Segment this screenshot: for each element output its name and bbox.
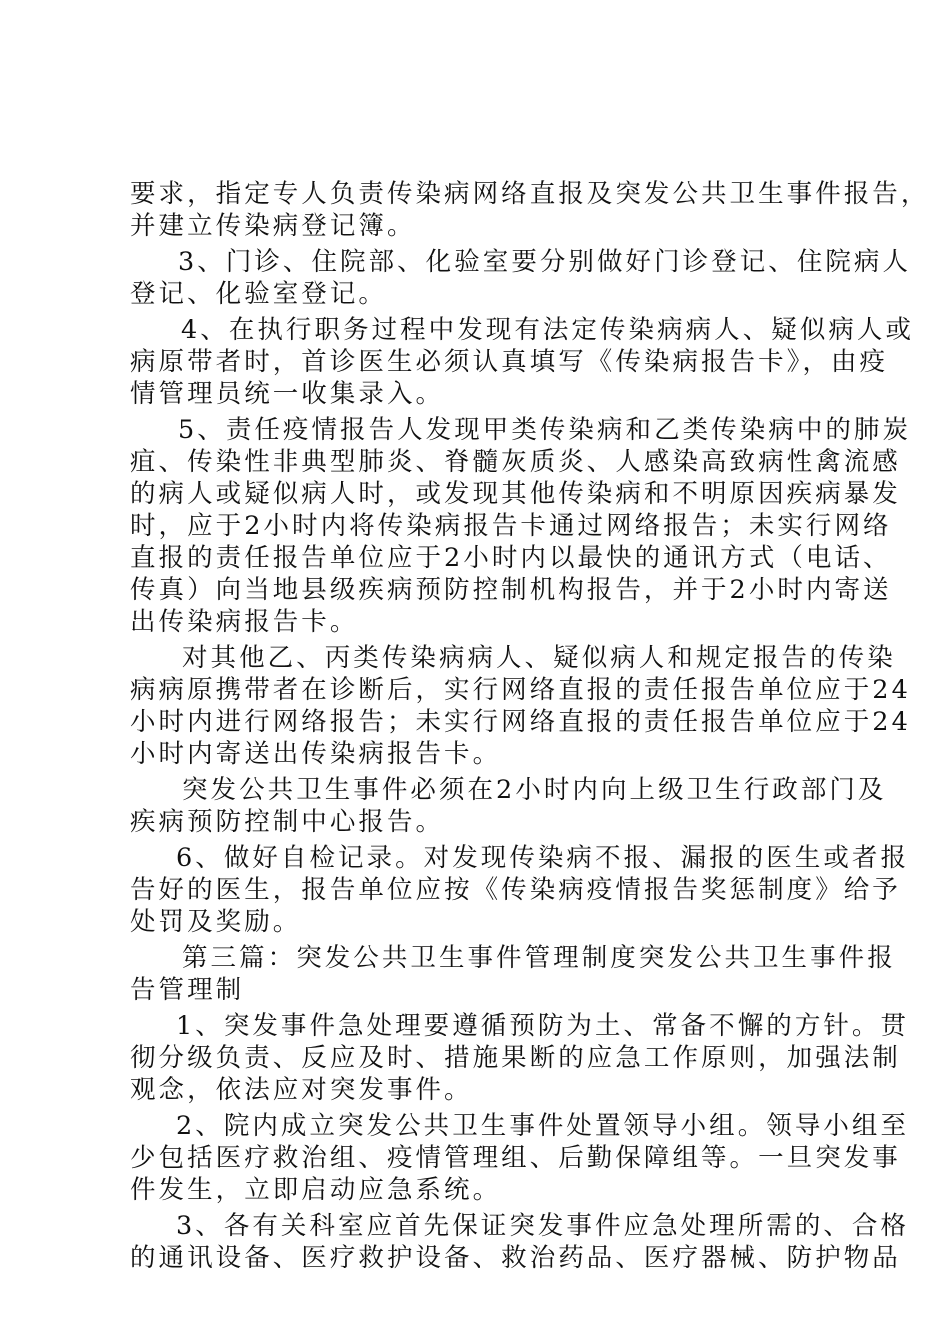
text-line: 小时内进行网络报告；未实行网络直报的责任报告单位应于24 bbox=[130, 707, 911, 737]
text-line: 疽、传染性非典型肺炎、脊髓灰质炎、人感染高致病性禽流感 bbox=[130, 447, 901, 477]
text-line: 情管理员统一收集录入。 bbox=[130, 379, 445, 409]
section-heading: 告管理制 bbox=[130, 975, 245, 1005]
text-line: 少包括医疗救治组、疫情管理组、后勤保障组等。一旦突发事 bbox=[130, 1143, 901, 1173]
text-line: 并建立传染病登记簿。 bbox=[130, 211, 416, 241]
section-heading: 第三篇：突发公共卫生事件管理制度突发公共卫生事件报 bbox=[182, 943, 896, 973]
text-line: 传真）向当地县级疾病预防控制机构报告，并于2小时内寄送 bbox=[130, 575, 892, 605]
text-line: 病病原携带者在诊断后，实行网络直报的责任报告单位应于24 bbox=[130, 675, 911, 705]
text-line: 时，应于2小时内将传染病报告卡通过网络报告；未实行网络 bbox=[130, 511, 892, 541]
text-line: 彻分级负责、反应及时、措施果断的应急工作原则，加强法制 bbox=[130, 1043, 901, 1073]
text-line: 6、做好自检记录。对发现传染病不报、漏报的医生或者报 bbox=[176, 843, 910, 873]
text-line: 要求，指定专人负责传染病网络直报及突发公共卫生事件报告， bbox=[130, 179, 930, 209]
text-line: 疾病预防控制中心报告。 bbox=[130, 807, 445, 837]
text-line: 的病人或疑似病人时，或发现其他传染病和不明原因疾病暴发 bbox=[130, 479, 901, 509]
text-line: 告好的医生，报告单位应按《传染病疫情报告奖惩制度》给予 bbox=[130, 875, 901, 905]
text-line: 4、在执行职务过程中发现有法定传染病病人、疑似病人或 bbox=[181, 315, 915, 345]
text-line: 突发公共卫生事件必须在2小时内向上级卫生行政部门及 bbox=[182, 775, 887, 805]
text-line: 2、院内成立突发公共卫生事件处置领导小组。领导小组至 bbox=[176, 1111, 910, 1141]
text-line: 对其他乙、丙类传染病病人、疑似病人和规定报告的传染 bbox=[182, 643, 896, 673]
text-line: 处罚及奖励。 bbox=[130, 907, 302, 937]
text-line: 直报的责任报告单位应于2小时内以最快的通讯方式（电话、 bbox=[130, 543, 892, 573]
text-line: 的通讯设备、医疗救护设备、救治药品、医疗器械、防护物品 bbox=[130, 1243, 901, 1273]
text-line: 小时内寄送出传染病报告卡。 bbox=[130, 739, 502, 769]
text-line: 观念，依法应对突发事件。 bbox=[130, 1075, 473, 1105]
text-line: 3、门诊、住院部、化验室要分别做好门诊登记、住院病人 bbox=[178, 247, 912, 277]
text-line: 3、各有关科室应首先保证突发事件应急处理所需的、合格 bbox=[176, 1211, 910, 1241]
text-line: 1、突发事件急处理要遵循预防为土、常备不懈的方针。贯 bbox=[176, 1011, 910, 1041]
text-line: 出传染病报告卡。 bbox=[130, 607, 359, 637]
text-line: 件发生，立即启动应急系统。 bbox=[130, 1175, 502, 1205]
text-line: 登记、化验室登记。 bbox=[130, 279, 387, 309]
text-line: 5、责任疫情报告人发现甲类传染病和乙类传染病中的肺炭 bbox=[178, 415, 912, 445]
text-line: 病原带者时，首诊医生必须认真填写《传染病报告卡》，由疫 bbox=[130, 347, 889, 377]
